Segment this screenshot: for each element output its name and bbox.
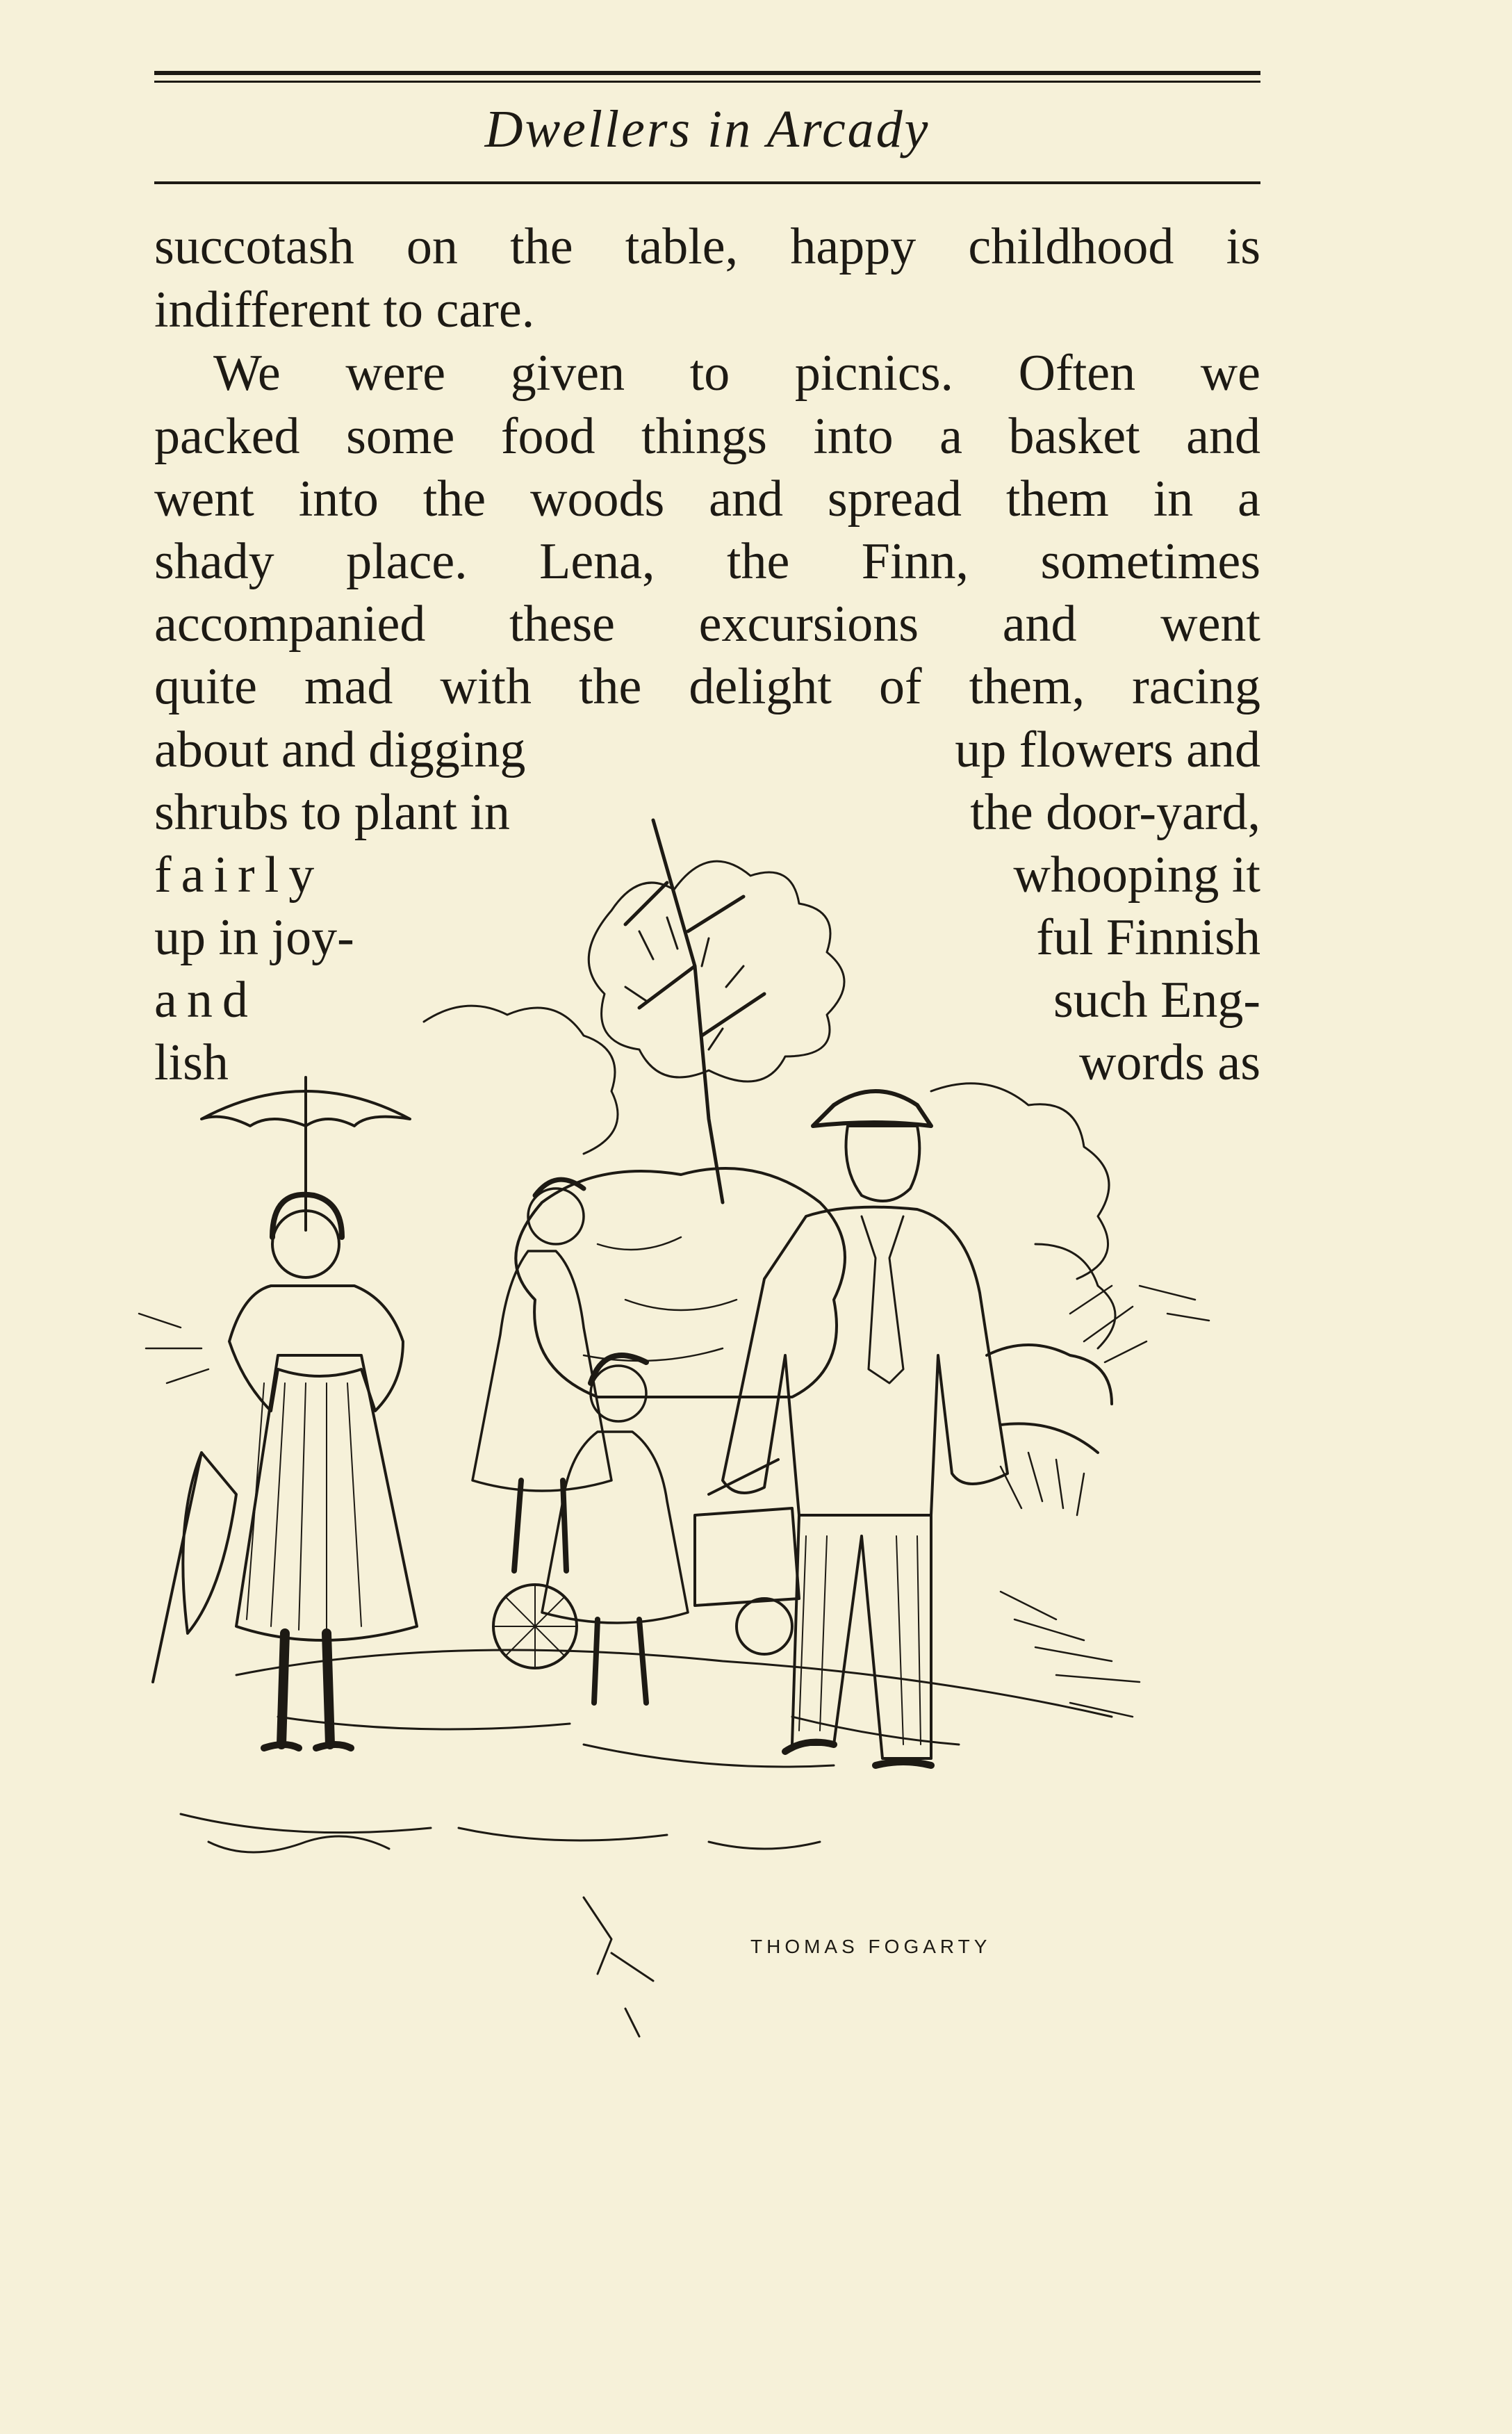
- text-line: went into the woods and spread them in a: [154, 471, 1260, 528]
- text-line: indifferent to care.: [154, 281, 535, 338]
- wrap-text-left: and: [154, 972, 258, 1029]
- running-head: Dwellers in Arcady: [484, 100, 930, 158]
- text-line: accompanied these excursions and went: [154, 596, 1260, 653]
- text-line: shady place. Lena, the Finn, sometimes: [154, 533, 1260, 590]
- wrap-text-right: such Eng-: [1053, 972, 1260, 1029]
- text-line: We were given to picnics. Often we: [213, 345, 1260, 402]
- header-rule-top-thin: [154, 81, 1260, 83]
- ground-drawing: [181, 1650, 1112, 2036]
- foliage-hatching-drawing: [139, 1286, 1209, 1717]
- wrap-text-left: shrubs to plant in: [154, 784, 510, 841]
- girl-with-parasol-drawing: [153, 1077, 417, 1748]
- text-line: quite mad with the delight of them, racing: [154, 658, 1260, 715]
- rocks-drawing: [516, 1168, 1112, 1453]
- artist-signature: THOMAS FOGARTY: [750, 1936, 992, 1957]
- header-rule-bottom: [154, 181, 1260, 184]
- header-rule-top: [154, 71, 1260, 75]
- wrap-text-right: the door-yard,: [970, 784, 1260, 841]
- wrap-text-right: words as: [1078, 1034, 1260, 1091]
- wrap-text-left: fairly: [154, 847, 324, 904]
- text-line: succotash on the table, happy childhood is: [154, 218, 1260, 275]
- girl-background-drawing: [472, 1179, 611, 1571]
- wrap-text-left: up in joy-: [154, 909, 354, 966]
- text-line: packed some food things into a basket and: [154, 408, 1260, 465]
- wrap-text-right: up flowers and: [955, 721, 1260, 778]
- picnic-illustration: [97, 758, 1320, 2162]
- wrap-text-left: lish: [154, 1034, 229, 1091]
- wrap-text-right: ful Finnish: [1036, 909, 1260, 966]
- wrap-text-right: whooping it: [1013, 847, 1260, 904]
- wrap-text-left: about and digging: [154, 721, 526, 778]
